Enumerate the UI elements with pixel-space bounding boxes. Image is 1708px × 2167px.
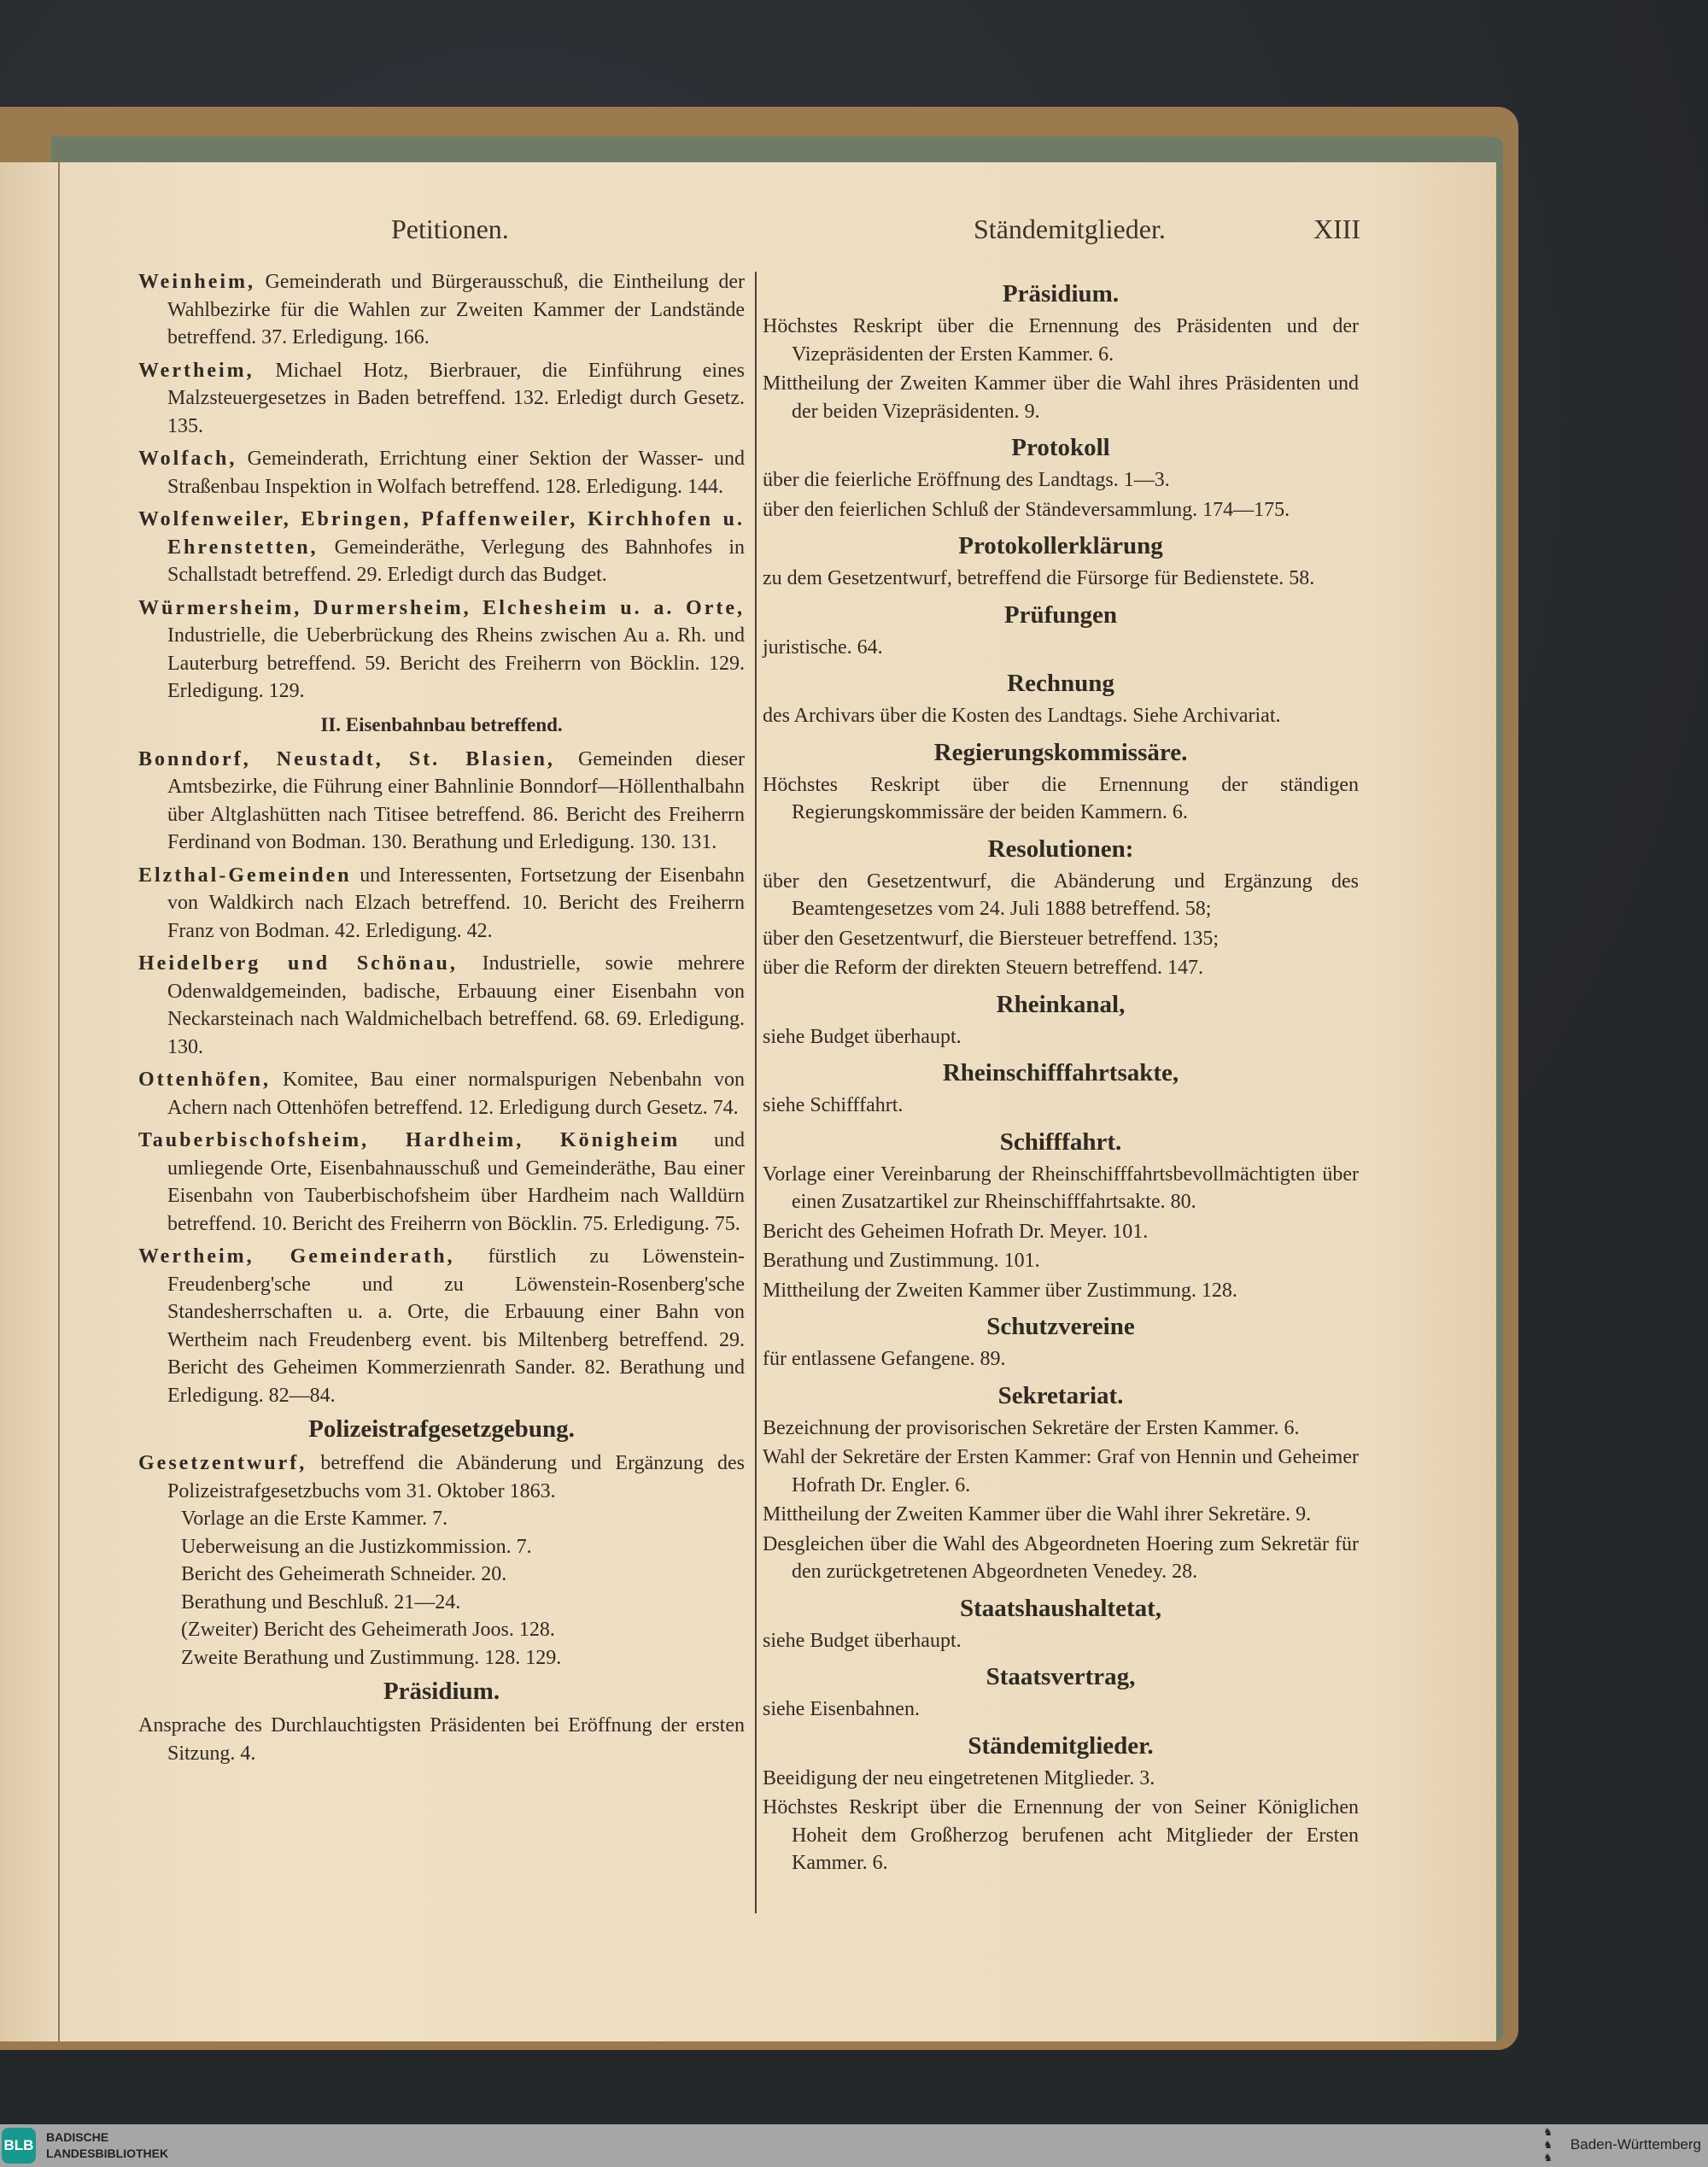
entry-text: Komitee, Bau einer normalspurigen Nebenbahn von Achern nach Ottenhöfen betreffend. 12. Erledigung durch Gesetz. 74. [167,1069,745,1119]
entry-lead: Wolfenweiler, Ebringen, Pfaffenweiler, Kirchhofen u. Ehrenstetten, [138,508,745,559]
entry-lead: Wolfach, [138,448,237,470]
index-entry [138,1243,745,1409]
right-column [763,272,1359,1877]
index-entry: Ansprache des Durchlauchtigsten Präsidenten bei Eröffnung der ersten Sitzung. 4. [138,1714,745,1765]
index-entry: siehe Budget überhaupt. [763,1629,962,1652]
index-entry: über die feierliche Eröffnung des Landtags. 1—3. [763,469,1170,491]
entry-lead: Heidelberg und Schönau, [138,952,458,975]
index-entry: Bericht des Geheimen Hofrath Dr. Meyer. 101. [763,1220,1149,1243]
section-heading: Protokollerklärung [958,532,1163,559]
index-entry: Desgleichen über die Wahl des Abgeordneten Hoering zum Sekretär für den zurückgetretenen Abgeordneten Venedey. 28. [763,1532,1359,1583]
entry-lead: Tauberbischofsheim, Hardheim, Königheim [138,1129,681,1151]
index-entry: Höchstes Reskript über die Ernennung der ständigen Regierungskommissäre der beiden Kammern. 6. [763,773,1359,823]
index-entry [138,1066,745,1122]
entry-text: fürstlich zu Löwenstein-Freudenberg'sche und zu Löwenstein-Rosenberg'sche Standesherrschaften u. a. Orte, die Erbauung einer Bahn von Wertheim nach Freudenberg event. bis Miltenberg betreffend. 29. Bericht des Geheimen Kommerzienrath Sander. 82. Berathung und Erledigung. 82—84. [167,1245,745,1407]
index-entry: Berathung und Zustimmung. 101. [763,1250,1040,1272]
state-name: Baden-Württemberg [1570,2136,1701,2152]
entry-lead: Ottenhöfen, [138,1069,271,1091]
section-heading: Schutzvereine [986,1313,1135,1340]
library-name-line1: BADISCHE [46,2130,109,2144]
section-heading: Rheinschifffahrtsakte, [942,1059,1179,1086]
index-entry: über den Gesetzentwurf, die Abänderung und Ergänzung des Beamtengesetzes vom 24. Juli 1888 betreffend. 58; [763,870,1359,920]
sub-entry: Zweite Berathung und Zustimmung. 128. 129. [181,1646,562,1669]
left-column [138,263,745,1767]
section-heading: Sekretariat. [997,1381,1124,1409]
index-entry: für entlassene Gefangene. 89. [763,1348,1006,1370]
section-heading: Resolutionen: [987,835,1134,863]
section-heading: Ständemitglieder. [968,1731,1154,1760]
index-entry [138,862,745,946]
blb-logo: BLB [2,2128,36,2164]
section-heading: Staatsvertrag, [986,1663,1136,1690]
entry-text: Industrielle, die Ueberbrückung des Rheins zwischen Au a. Rh. und Lauterburg betreffend. 59. Bericht des Freiherrn von Böcklin. 129. Erledigung. 129. [167,624,745,702]
index-entry: Beeidigung der neu eingetretenen Mitglieder. 3. [763,1766,1155,1789]
index-entry: Vorlage einer Vereinbarung der Rheinschifffahrtsbevollmächtigten über einen Zusatzartikel zur Rheinschifffahrtsakte. 80. [763,1163,1359,1213]
column-divider [755,272,757,1913]
index-entry: siehe Eisenbahnen. [763,1698,920,1720]
entry-lead: Wertheim, Gemeinderath, [138,1245,455,1268]
index-entry: Mittheilung der Zweiten Kammer über Zustimmung. 128. [763,1279,1237,1302]
index-entry [138,506,745,589]
entry-text: Industrielle, sowie mehrere Odenwaldgemeinden, badische, Erbauung einer Eisenbahn von Neckarsteinach nach Waldmichelbach betreffend. 68. 69. Erledigung. 130. [167,952,745,1058]
index-entry [138,268,745,352]
index-entry [138,950,745,1061]
index-entry: Mittheilung der Zweiten Kammer über die Wahl ihres Präsidenten und der beiden Vizepräsidenten. 9. [763,372,1359,423]
entry-text: Gemeinderäthe, Verlegung des Bahnhofes in Schallstadt betreffend. 29. Erledigt durch das Budget. [167,536,745,586]
entry-lead: Weinheim, [138,271,256,293]
index-entry: siehe Budget überhaupt. [763,1025,962,1048]
entry-lead: Elzthal-Gemeinden [138,864,352,887]
index-entry: über den feierlichen Schluß der Ständeversammlung. 174—175. [763,498,1290,521]
entry-lead: Wertheim, [138,359,254,382]
page-gutter [58,162,60,2041]
state-lions-icon: ♞ ♞ ♞ [1543,2126,1553,2164]
index-entry: Bezeichnung der provisorischen Sekretäre der Ersten Kammer. 6. [763,1416,1300,1439]
index-entry: Höchstes Reskript über die Ernennung des Präsidenten und der Vizepräsidenten der Ersten Kammer. 6. [763,315,1359,366]
index-entry [138,357,745,441]
entry-text: und umliegende Orte, Eisenbahnausschuß und Gemeinderäthe, Bau einer Eisenbahn von Tauberbischofsheim über Hardheim nach Walldürn betreffend. 10. Bericht des Freiherrn von Böcklin. 75. Erledigung. 75. [167,1129,746,1235]
section-heading: Rechnung [1007,670,1114,697]
sub-entry: Bericht des Geheimerath Schneider. 20. [181,1563,507,1585]
index-entry: über den Gesetzentwurf, die Biersteuer betreffend. 135; [763,927,1220,950]
entry-lead: Würmersheim, Durmersheim, Elchesheim u. a. Orte, [138,596,745,619]
index-entry: über die Reform der direkten Steuern betreffend. 147. [763,957,1204,979]
index-entry: juristische. 64. [763,635,883,659]
footer-bar [0,2124,1708,2167]
running-head-right: Ständemitglieder. [974,214,1166,244]
index-entry [138,1127,745,1238]
index-entry [138,1450,745,1505]
index-entry: zu dem Gesetzentwurf, betreffend die Fürsorge für Bedienstete. 58. [763,567,1315,589]
entry-lead: Bonndorf, Neustadt, St. Blasien, [138,747,555,770]
index-entry: Wahl der Sekretäre der Ersten Kammer: Graf von Hennin und Geheimer Hofrath Dr. Engler. 6. [763,1446,1359,1496]
index-entry: Mittheilung der Zweiten Kammer über die Wahl ihrer Sekretäre. 9. [763,1503,1312,1526]
running-head-left: Petitionen. [391,214,509,244]
index-entry: siehe Schifffahrt. [763,1094,904,1116]
library-name-line2: LANDESBIBLIOTHEK [46,2147,169,2160]
section-heading: Präsidium. [1002,280,1120,307]
entry-text: Gemeinderath, Errichtung einer Sektion der Wasser- und Straßenbau Inspektion in Wolfach betreffend. 128. Erledigung. 144. [167,448,745,498]
entry-text: Michael Hotz, Bierbrauer, die Einführung eines Malzsteuergesetzes in Baden betreffend. 132. Erledigt durch Gesetz. 135. [167,359,745,437]
index-entry [138,746,745,857]
index-entry: Höchstes Reskript über die Ernennung der von Seiner Königlichen Hoheit dem Großherzog berufenen acht Mitglieder der Ersten Kammer. 6. [763,1796,1359,1874]
entry-text: und Interessenten, Fortsetzung der Eisenbahn von Waldkirch nach Elzach betreffend. 10. Bericht des Freiherrn Franz von Bodman. 42. Erledigung. 42. [167,864,745,942]
index-entry [138,594,745,706]
sub-entry: Berathung und Beschluß. 21—24. [181,1590,461,1614]
index-entry [138,445,745,501]
entry-text: betreffend die Abänderung und Ergänzung des Polizeistrafgesetzbuchs vom 31. Oktober 1863. [167,1452,745,1502]
entry-lead: Gesetzentwurf, [138,1452,307,1474]
sub-entry: Vorlage an die Erste Kammer. 7. [181,1508,448,1530]
section-heading: Staatshaushaltetat, [959,1594,1162,1622]
entry-text: Gemeinderath und Bürgerausschuß, die Eintheilung der Wahlbezirke für die Wahlen zur Zweiten Kammer der Landstände betreffend. 37. Erledigung. 166. [167,271,745,348]
page-number: XIII [1313,214,1361,244]
section-heading-eisenbahnbau: II. Eisenbahnbau betreffend. [320,713,563,735]
section-heading: Prüfungen [1003,600,1118,629]
library-name [46,2129,168,2162]
heading-praesidium-left: Präsidium. [383,1678,500,1705]
section-heading: Rheinkanal, [996,990,1126,1018]
sub-entry: Ueberweisung an die Justizkommission. 7. [181,1535,532,1558]
section-heading: Schifffahrt. [999,1127,1122,1156]
section-heading: Regierungskommissäre. [933,738,1188,766]
index-entry: des Archivars über die Kosten des Landtags. Siehe Archivariat. [763,705,1281,727]
sub-entry: (Zweiter) Bericht des Geheimerath Joos. 128. [181,1619,555,1641]
section-heading: Protokoll [1011,434,1110,461]
heading-polizeistrafgesetzgebung: Polizeistrafgesetzgebung. [308,1415,575,1443]
entry-text: Gemeinden dieser Amtsbezirke, die Führung einer Bahnlinie Bonndorf—Höllenthalbahn über Altglashütten nach Titisee betreffend. 86. Bericht des Freiherrn Ferdinand von Bodman. 130. Berathung und Erledigung. 130. 131. [167,747,745,853]
